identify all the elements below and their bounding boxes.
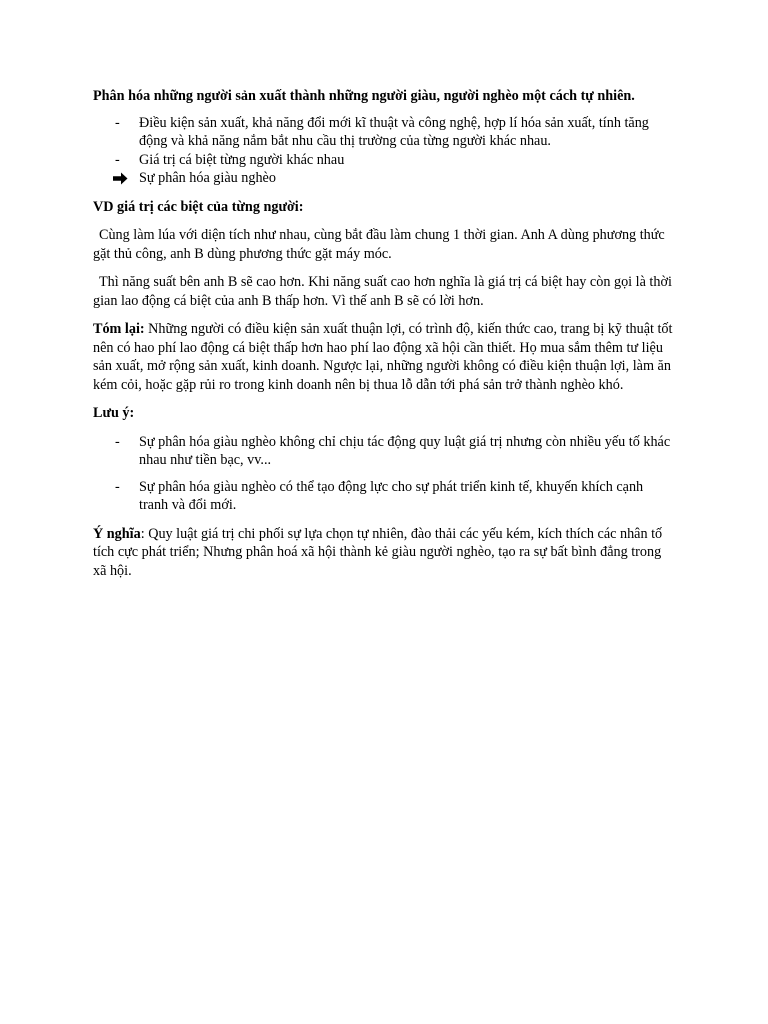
- example-heading: VD giá trị các biệt của từng người:: [93, 198, 304, 215]
- example-paragraph-2: Thì năng suất bên anh B sẽ cao hơn. Khi năng suất cao hơn nghĩa là giá trị cá biệt hay còn gọi là thời gian lao động cá biệt của anh B thấp hơn. Vì thế anh B sẽ có lời hơn.: [93, 274, 672, 309]
- summary-label: Tóm lại:: [93, 321, 145, 337]
- note-list: [93, 433, 675, 515]
- meaning-paragraph: [93, 525, 675, 581]
- example-paragraph-1: Cùng làm lúa với diện tích như nhau, cùng bắt đầu làm chung 1 thời gian. Anh A dùng phương thức gặt thủ công, anh B dùng phương thức gặt máy móc.: [93, 227, 665, 262]
- list-dash: -: [115, 433, 120, 450]
- list-item-text: Điều kiện sản xuất, khả năng đổi mới kĩ thuật và công nghệ, hợp lí hóa sản xuất, tính tăng động và khả năng nắm bắt nhu cầu thị trường của từng người khác nhau.: [139, 114, 649, 149]
- arrow-right-icon: [113, 172, 128, 191]
- list-item-conclusion: [93, 169, 675, 188]
- list-item: [93, 114, 675, 151]
- list-item: [93, 151, 675, 170]
- note-heading: Lưu ý:: [93, 405, 135, 421]
- conditions-list: [93, 114, 675, 188]
- list-item-text: Sự phân hóa giàu nghèo không chỉ chịu tác động quy luật giá trị nhưng còn nhiều yếu tố khác nhau như tiền bạc, vv...: [139, 433, 671, 468]
- list-dash: -: [115, 151, 120, 168]
- conclusion-text: Sự phân hóa giàu nghèo: [139, 170, 276, 186]
- list-dash: -: [115, 114, 120, 131]
- list-dash: -: [115, 478, 120, 495]
- list-item-text: Sự phân hóa giàu nghèo có thể tạo động lực cho sự phát triển kinh tế, khuyến khích cạnh tranh và đổi mới.: [139, 478, 644, 513]
- summary-paragraph: [93, 320, 675, 394]
- section-title: Phân hóa những người sản xuất thành những người giàu, người nghèo một cách tự nhiên.: [93, 88, 635, 104]
- meaning-label: Ý nghĩa: [93, 525, 141, 542]
- meaning-text: : Quy luật giá trị chi phối sự lựa chọn tự nhiên, đào thải các yếu kém, kích thích các nhân tố tích cực phát triển; Nhưng phân hoá xã hội thành kẻ giàu người nghèo, tạo ra sự bất bình đẳng trong xã hội.: [93, 525, 663, 579]
- list-item: [93, 478, 675, 515]
- document-page: [93, 87, 675, 590]
- list-item: [93, 433, 675, 470]
- list-item-text: Giá trị cá biệt từng người khác nhau: [139, 151, 345, 168]
- summary-text: Những người có điều kiện sản xuất thuận lợi, có trình độ, kiến thức cao, trang bị kỹ thuật tốt nên có hao phí lao động cá biệt thấp hơn hao phí lao động xã hội cần thiết. Họ mua sắm thêm tư liệu sản xuất, mở rộng sản xuất, kinh doanh. Ngược lại, những người không có điều kiện thuận lợi, làm ăn kém cỏi, hoặc gặp rủi ro trong kinh doanh nên bị thua lỗ dẫn tới phá sản trở thành nghèo khó.: [93, 321, 673, 393]
